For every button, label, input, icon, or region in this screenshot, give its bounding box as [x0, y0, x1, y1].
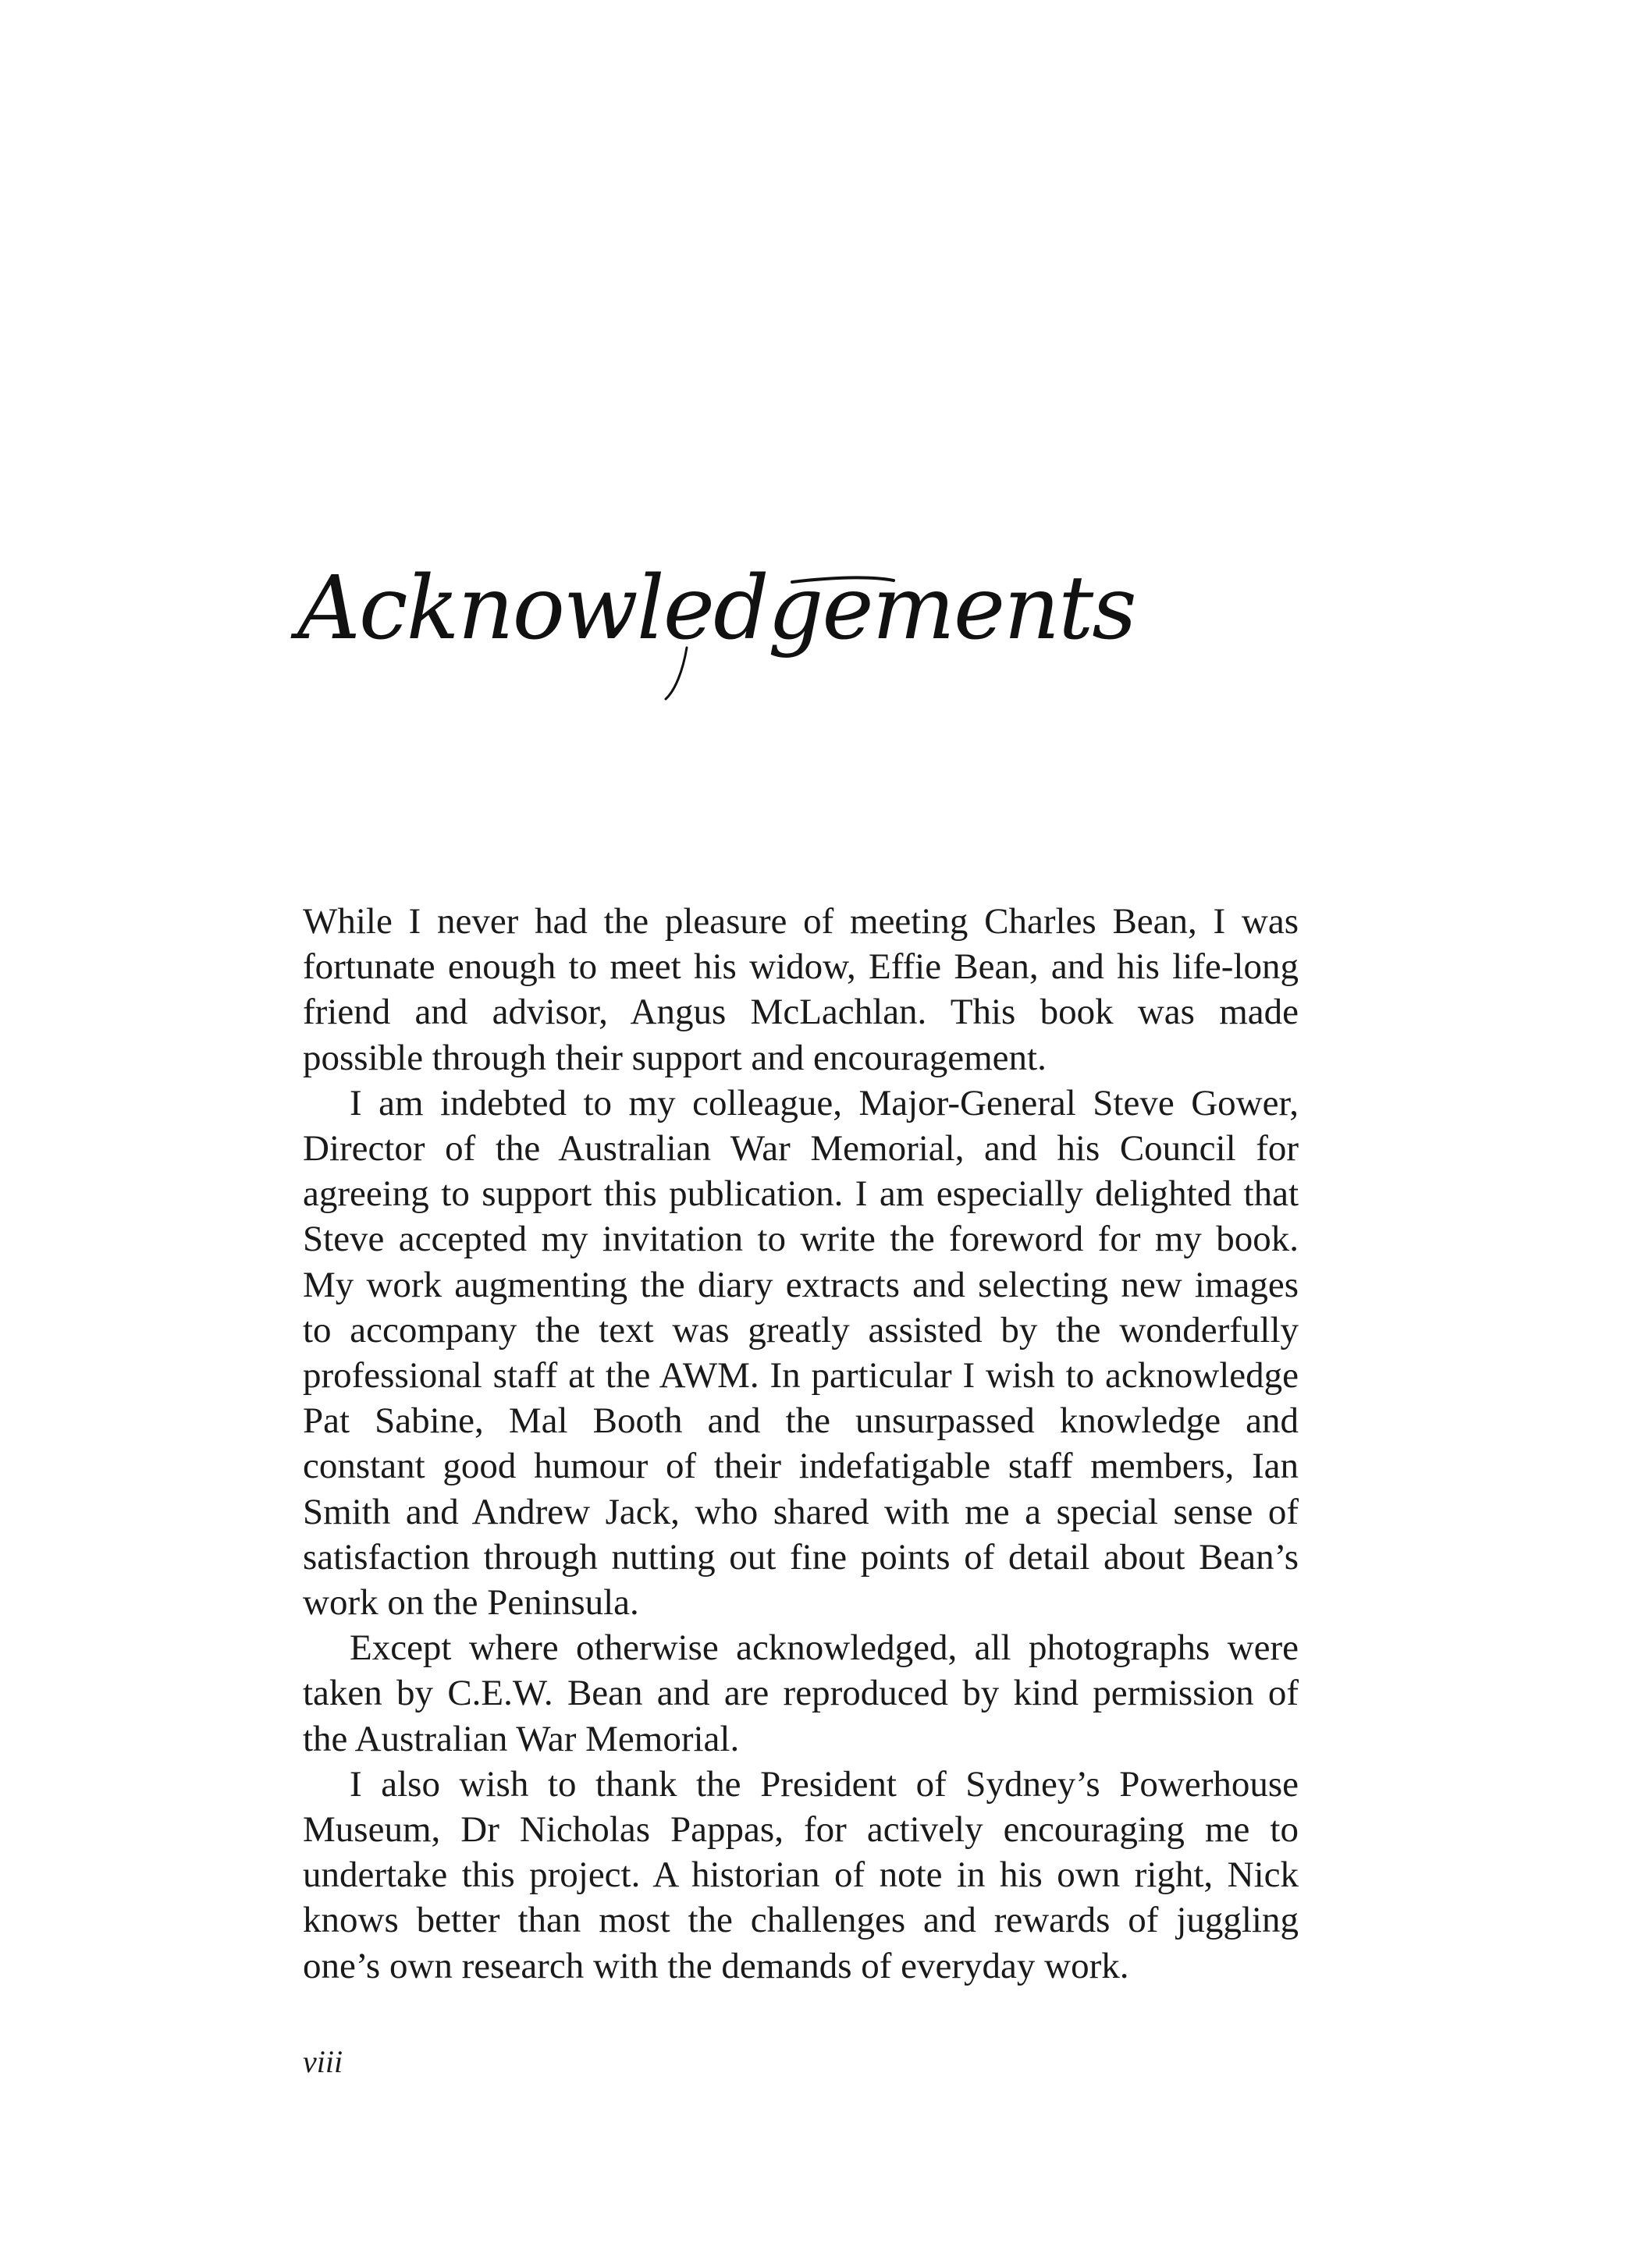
chapter-heading	[293, 546, 1136, 702]
page-number: viii	[303, 2044, 343, 2079]
paragraph-2: I am indebted to my colleague, Major-General Steve Gower, Director of the Australian War Memorial, and his Council for agreeing to support this publication. I am especially delighted that Steve accepted my invitation to write the foreword for my book. My work augmenting the diary extracts and selecting new images to accompany the text was greatly assisted by the wonderfully professional staff at the AWM. In particular I wish to acknowledge Pat Sabine, Mal Booth and the unsurpassed knowledge and constant good humour of their indefatigable staff members, Ian Smith and Andrew Jack, who shared with me a special sense of satisfaction through nutting out fine points of detail about Bean’s work on the Peninsula.	[303, 1082, 1299, 1624]
paragraph-3: Except where otherwise acknowledged, all photographs were taken by C.E.W. Bean and are reproduced by kind permission of the Australian War Memorial.	[303, 1627, 1299, 1759]
heading-text: Acknowledgements	[297, 558, 1136, 659]
paragraph-1: While I never had the pleasure of meeting Charles Bean, I was fortunate enough to meet his widow, Effie Bean, and his life-long friend and advisor, Angus McLachlan. This book was made possible through their support and encouragement.	[303, 901, 1299, 1078]
body-text	[303, 899, 1299, 1989]
script-heading-graphic	[293, 546, 1136, 702]
paragraph-4: I also wish to thank the President of Sydney’s Powerhouse Museum, Dr Nicholas Pappas, for actively encouraging me to undertake this project. A historian of note in his own right, Nick knows better than most the challenges and rewards of juggling one’s own research with the demands of everyday work.	[303, 1763, 1299, 1986]
